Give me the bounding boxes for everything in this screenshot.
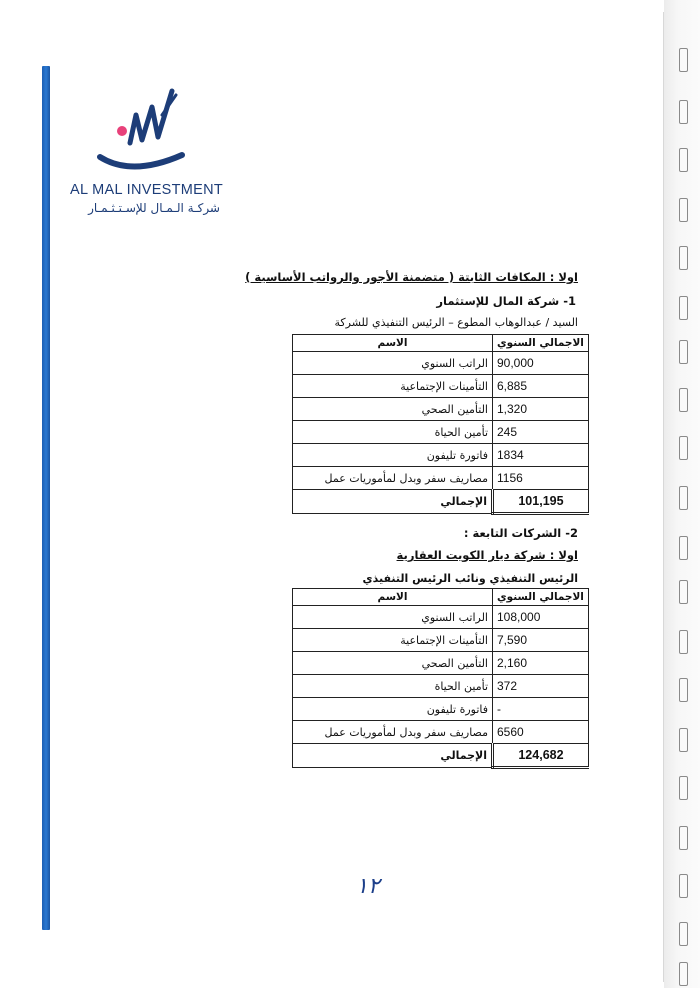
- cell-value: 1834: [493, 444, 589, 467]
- table-row: [293, 352, 589, 375]
- subsidiary-title: اولا : شركة ديار الكويت العقارية: [396, 548, 578, 562]
- table-row: [293, 721, 589, 744]
- cell-label: التأمين الصحي: [293, 398, 493, 421]
- binder-hole: [679, 340, 688, 364]
- company-name-ar: شركـة الـمـال للإسـتـثـمـار: [88, 201, 220, 215]
- table-row: [293, 375, 589, 398]
- binder-hole: [679, 436, 688, 460]
- compensation-table-1: [292, 334, 589, 515]
- person-title-1: السيد / عبدالوهاب المطوع – الرئيس التنفيذي للشركة: [334, 316, 578, 329]
- binder-hole: [679, 630, 688, 654]
- cell-label: تأمين الحياة: [293, 421, 493, 444]
- table-header-row: [293, 589, 589, 606]
- cell-value: 2,160: [493, 652, 589, 675]
- cell-label: الراتب السنوي: [293, 352, 493, 375]
- total-value: 124,682: [493, 744, 589, 768]
- binder-hole: [679, 678, 688, 702]
- table-row: [293, 675, 589, 698]
- page-number: ١٢: [356, 874, 380, 899]
- cell-label: تأمين الحياة: [293, 675, 493, 698]
- subsection-title-1: 1- شركة المال للإستثمار: [436, 294, 576, 308]
- header-annual-total: الاجمالي السنوي: [493, 335, 589, 352]
- table-row: [293, 652, 589, 675]
- cell-label: الراتب السنوي: [293, 606, 493, 629]
- cell-label: التأمين الصحي: [293, 652, 493, 675]
- person-title-2: الرئيس التنفيذي ونائب الرئيس التنفيذي: [362, 572, 578, 585]
- cell-label: فاتورة تليفون: [293, 444, 493, 467]
- table-row: [293, 629, 589, 652]
- section-title: اولا : المكافات الثابتة ( متضمنة الأجور والرواتب الأساسية ): [245, 270, 578, 284]
- table-row: [293, 421, 589, 444]
- cell-label: مصاريف سفر وبدل لمأموريات عمل: [293, 467, 493, 490]
- company-name-en: AL MAL INVESTMENT: [70, 182, 224, 198]
- cell-value: 90,000: [493, 352, 589, 375]
- binder-hole: [679, 874, 688, 898]
- binder-hole: [679, 826, 688, 850]
- binder-hole: [679, 48, 688, 72]
- header-name: الاسم: [293, 589, 493, 606]
- binder-hole: [679, 198, 688, 222]
- table-row: [293, 467, 589, 490]
- header-annual-total: الاجمالي السنوي: [493, 589, 589, 606]
- cell-value: 7,590: [493, 629, 589, 652]
- cell-label: مصاريف سفر وبدل لمأموريات عمل: [293, 721, 493, 744]
- binder-hole: [679, 580, 688, 604]
- binder-hole: [679, 246, 688, 270]
- binder-hole: [679, 388, 688, 412]
- table-row: [293, 606, 589, 629]
- blue-margin-bar: [42, 66, 50, 930]
- total-value: 101,195: [493, 490, 589, 514]
- cell-value: 6560: [493, 721, 589, 744]
- table-row: [293, 444, 589, 467]
- cell-value: -: [493, 698, 589, 721]
- cell-label: التأمينات الإجتماعية: [293, 375, 493, 398]
- compensation-table-2: [292, 588, 589, 769]
- logo-mark-icon: [92, 85, 202, 177]
- cell-value: 1156: [493, 467, 589, 490]
- binder-hole: [679, 962, 688, 986]
- header-name: الاسم: [293, 335, 493, 352]
- binder-hole: [679, 296, 688, 320]
- cell-value: 372: [493, 675, 589, 698]
- binder-hole: [679, 148, 688, 172]
- table-row: [293, 698, 589, 721]
- binder-hole: [679, 536, 688, 560]
- table-total-row: [293, 744, 589, 768]
- cell-value: 108,000: [493, 606, 589, 629]
- binder-hole: [679, 728, 688, 752]
- cell-label: فاتورة تليفون: [293, 698, 493, 721]
- binder-hole: [679, 922, 688, 946]
- binder-hole: [679, 100, 688, 124]
- cell-value: 6,885: [493, 375, 589, 398]
- cell-value: 1,320: [493, 398, 589, 421]
- total-label: الإجمالي: [293, 744, 493, 768]
- cell-label: التأمينات الإجتماعية: [293, 629, 493, 652]
- total-label: الإجمالي: [293, 490, 493, 514]
- subsection-title-2: 2- الشركات التابعة :: [463, 526, 578, 540]
- binder-hole: [679, 486, 688, 510]
- binder-hole: [679, 776, 688, 800]
- table-total-row: [293, 490, 589, 514]
- table-header-row: [293, 335, 589, 352]
- company-logo: [70, 85, 230, 225]
- page-edge: [663, 12, 664, 982]
- table-row: [293, 398, 589, 421]
- cell-value: 245: [493, 421, 589, 444]
